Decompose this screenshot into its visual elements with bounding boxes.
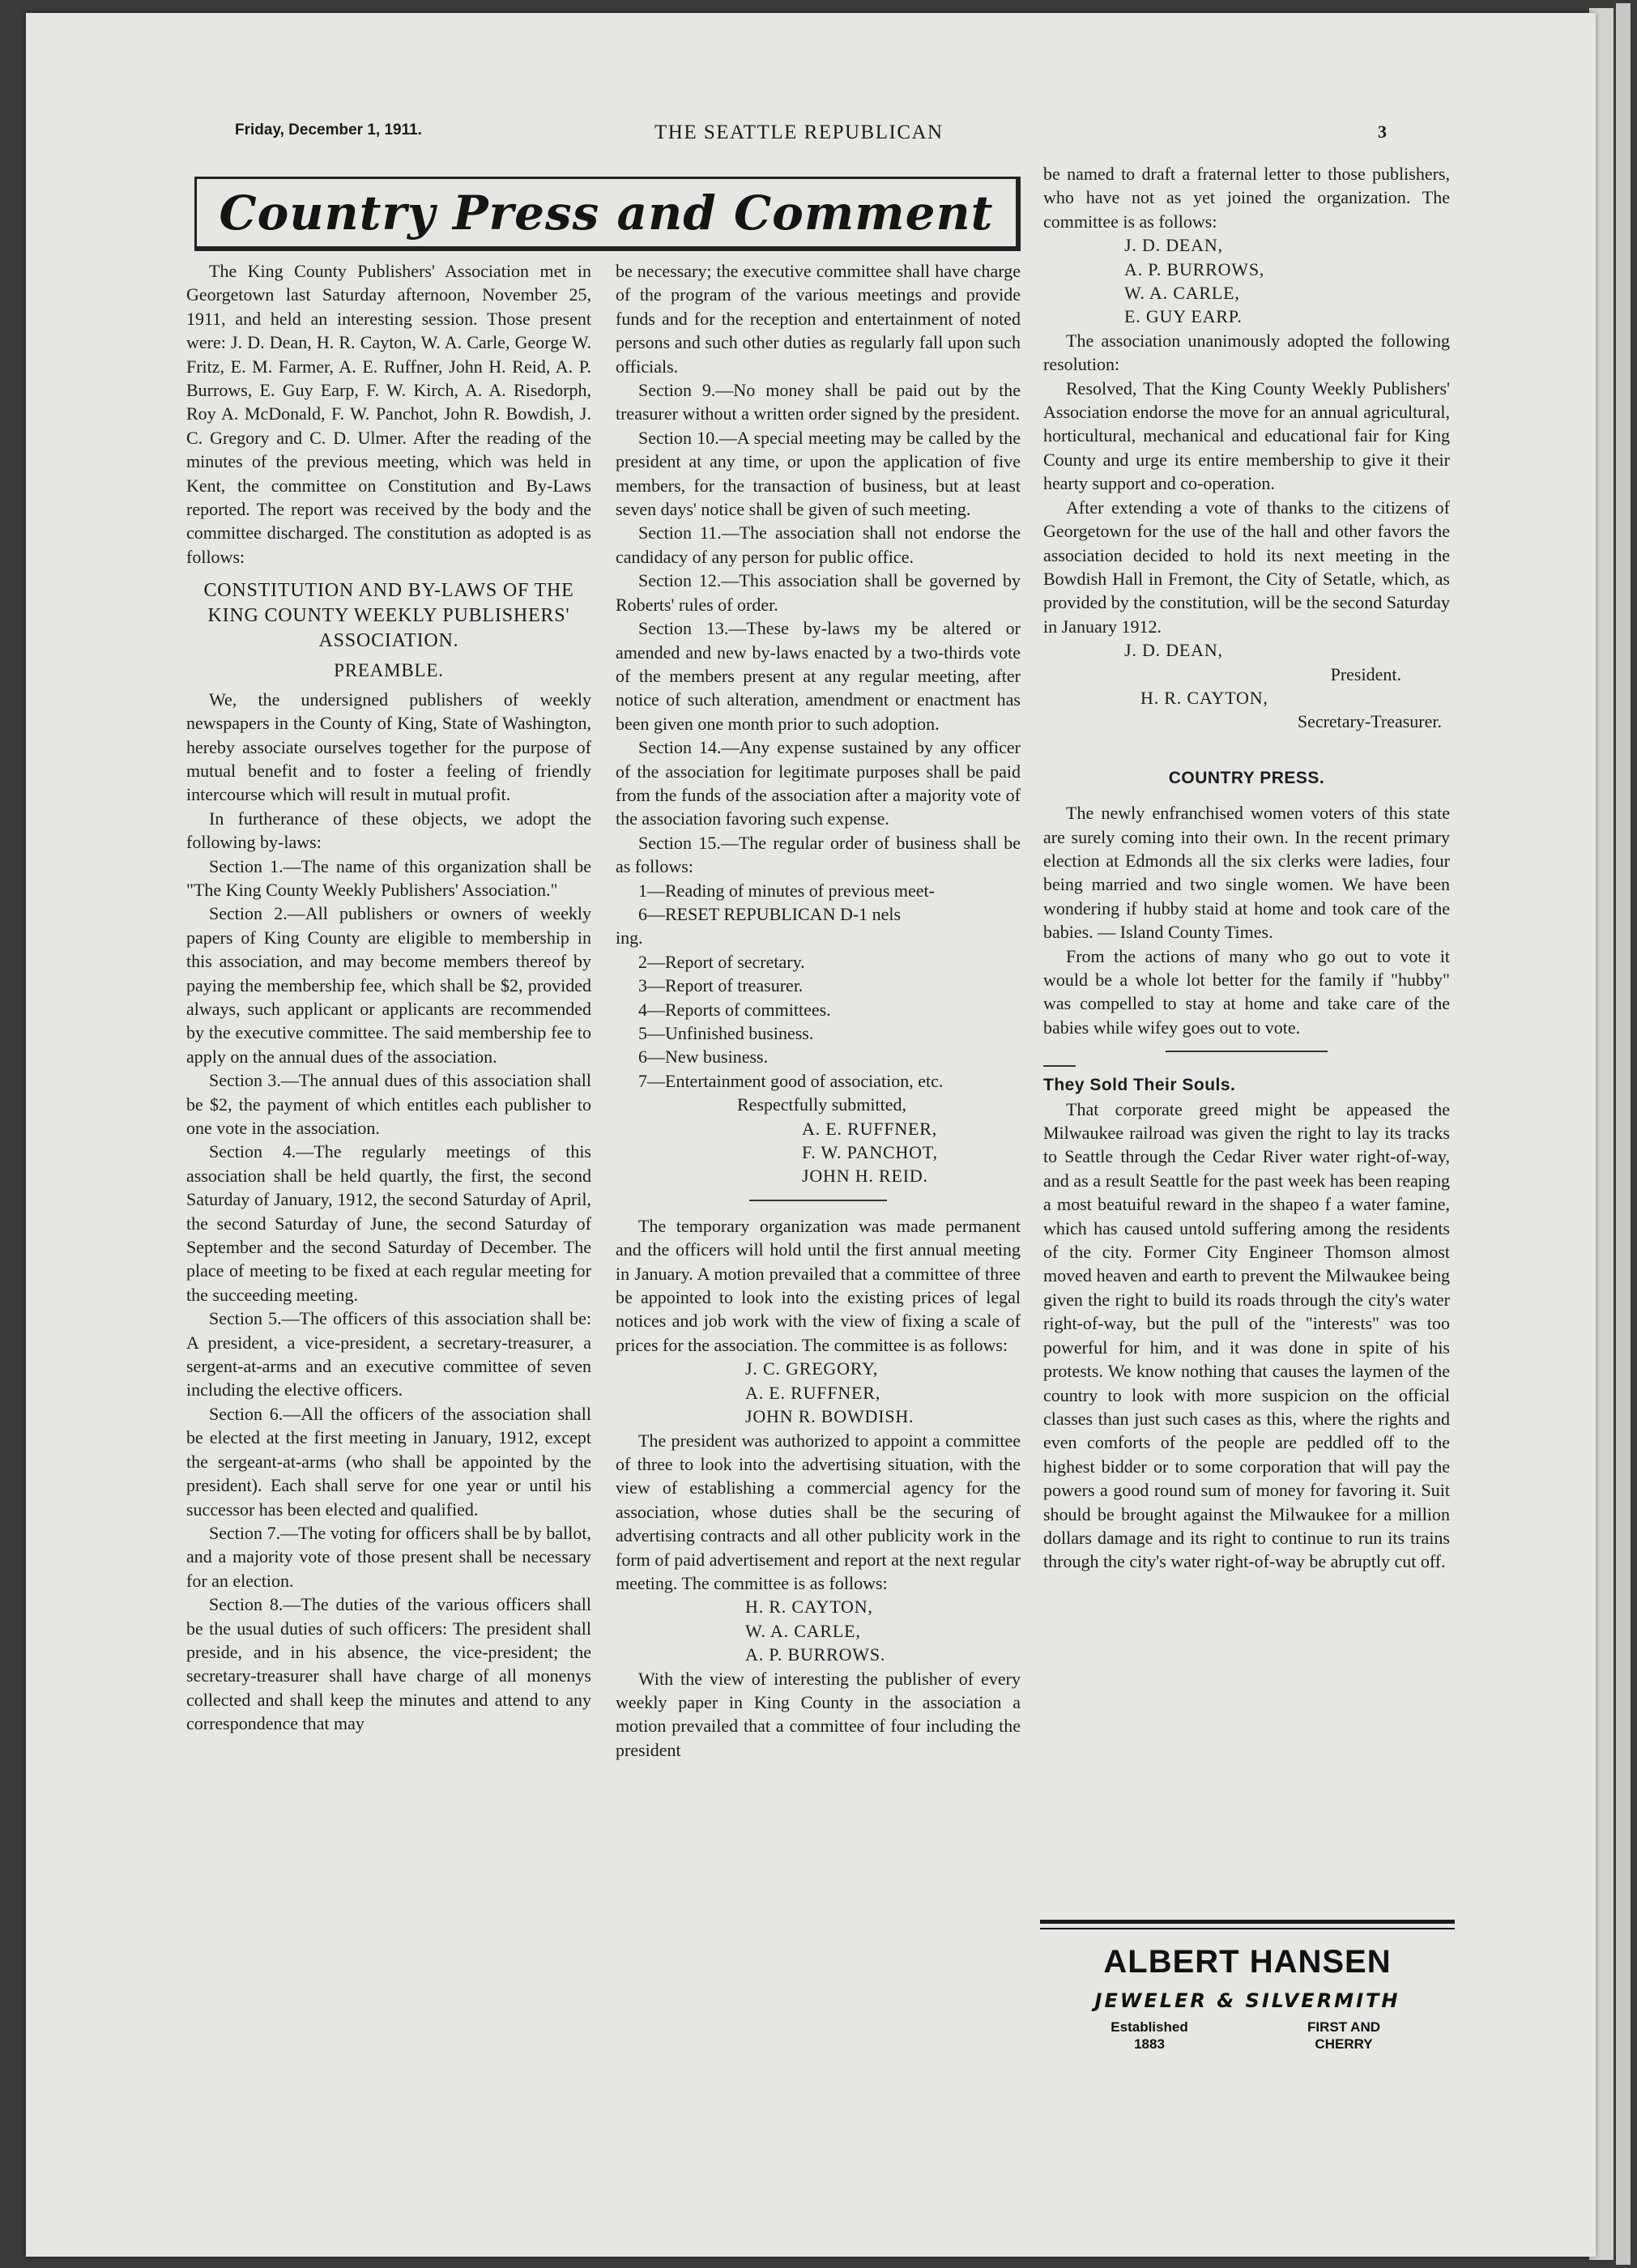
divider-rule	[1043, 1065, 1076, 1067]
spacer	[1043, 790, 1450, 801]
bylaw-section-4: Section 4.—The regularly meetings of this association shall be held quartly, the first, the second Saturday of January, 1912, the second Saturday of April, the second Saturday of June, the second Saturday of September and the second Saturday of December. The place of meeting to be fixed at each regular meeting for the succeeding meeting.	[186, 1141, 591, 1305]
bylaw-section-6: Section 6.—All the officers of the association shall be elected at the first meeting in January, 1912, except the sergeant-at-arms (who shall be appointed by the president). Each shall serve for one year or until his successor has been elected and qualified.	[186, 1403, 591, 1520]
interest-motion-text: With the view of interesting the publisher of every weekly paper in King County in the association a motion prevailed that a committee of four including the president	[616, 1668, 1021, 1760]
signature-name: J. D. DEAN,	[1124, 640, 1223, 661]
bylaw-section-3: Section 3.—The annual dues of this association shall be $2, the payment of which entitles each publisher to one vote in the association.	[186, 1070, 591, 1138]
list-item: 6—RESET REPUBLICAN D-1 nels	[638, 903, 902, 924]
bylaw-section-1: Section 1.—The name of this organization shall be "The King County Weekly Publishers' Association."	[186, 855, 591, 900]
address-line: FIRST AND	[1307, 2019, 1381, 2035]
country-press-paragraph: From the actions of many who go out to vote it would be a whole lot better for the family if "hubby" was compelled to stay at home and take care of the babies while wifey goes out to vote.	[1043, 945, 1450, 1038]
address-info	[1283, 2019, 1405, 2053]
bylaw-section-14: Section 14.—Any expense sustained by any officer of the association for legitimate purposes shall be paid from the funds of the association after a majority vote of the association favoring such expense.	[616, 737, 1021, 829]
signature-title: President.	[1330, 663, 1401, 684]
advertiser-trade: JEWELER & SILVERMITH	[1094, 1989, 1400, 2012]
newspaper-name: THE SEATTLE REPUBLICAN	[654, 122, 944, 143]
page-number: 3	[1378, 122, 1387, 142]
bylaw-section-8: Section 8.—The duties of the various officers shall be the usual duties of such officers: The president shall preside, and in his absence, the vice-president; the secretary-treasurer shall have charge of all monenys collected and shall keep the minutes and attend to any correspondence that may	[186, 1594, 591, 1734]
jeweler-advertisement	[1040, 1920, 1455, 2082]
country-press-paragraph: The newly enfranchised women voters of this state are surely coming into their own. In the recent primary election at Edmonds all the six clerks were ladies, four being married and two single women. We have been wondering if hubby staid at home and took care of the babies. — Island County Times.	[1043, 803, 1450, 943]
vote-of-thanks-text: After extending a vote of thanks to the citizens of Georgetown for the use of the hall and other favors the association decided to hold its next meeting in the Bowdish Hall in Fremont, the City of Setatle, which, as provided by the constitution, will be the second Saturday in January 1912.	[1043, 497, 1450, 637]
order-of-business-list	[616, 879, 1021, 1094]
bylaw-section-5: Section 5.—The officers of this association shall be: A president, a vice-president, a secretary-treasurer, a sergent-at-arms and an executive committee of seven including the elective officers.	[186, 1308, 591, 1400]
list-item: 5—Unfinished business.	[638, 1023, 814, 1043]
bylaw-section-10: Section 10.—A special meeting may be called by the president at any time, or upon the application of five members, for the transaction of business, but at least seven days' notice shall be given of such meeting.	[616, 427, 1021, 520]
committee-member: A. E. RUFFNER,	[745, 1382, 881, 1403]
country-press-heading: COUNTRY PRESS.	[1168, 768, 1325, 787]
divider-rule	[1166, 1051, 1328, 1052]
signer-name: A. E. RUFFNER,	[802, 1118, 938, 1139]
list-item: 6—New business.	[638, 1047, 769, 1068]
masthead-title: Country Press and Comment	[219, 185, 994, 241]
bylaw-section-13: Section 13.—These by-laws my be altered or amended and new by-laws enacted by a two-thirds vote of the members present at any regular meeting, after notice of such alteration, amendment or enactment has been given one month prior to such adoption.	[616, 618, 1021, 734]
column-1	[186, 259, 591, 1736]
established-label: Established	[1111, 2019, 1188, 2035]
issue-date: Friday, December 1, 1911.	[235, 122, 422, 139]
signature-title: Secretary-Treasurer.	[1297, 711, 1442, 732]
paper-stack-edge	[1616, 3, 1631, 2265]
constitution-heading: CONSTITUTION AND BY-LAWS OF THE KING COUNTY WEEKLY PUBLISHERS' ASSOCIATION.	[203, 580, 574, 652]
preamble-heading: PREAMBLE.	[334, 660, 444, 681]
committee-member: A. P. BURROWS.	[745, 1644, 886, 1665]
list-item: ing.	[616, 927, 643, 949]
spacer	[1043, 734, 1450, 766]
address-line: CHERRY	[1315, 2036, 1373, 2052]
list-item: 4—Reports of committees.	[638, 999, 831, 1020]
committee-member: J. C. GREGORY,	[745, 1358, 879, 1379]
ad-border-rule	[1040, 1928, 1455, 1929]
divider-rule	[749, 1200, 887, 1201]
signature-name: H. R. CAYTON,	[1140, 687, 1268, 708]
committee-member: E. GUY EARP.	[1124, 306, 1243, 327]
letter-committee-text: be named to draft a fraternal letter to those publishers, who have not as yet joined the organization. The committee is as follows:	[1043, 164, 1450, 232]
bylaw-section-2: Section 2.—All publishers or owners of weekly papers of King County are eligible to membership in this association, and may become members thereof by paying the membership fee, which shall be $2, provided always, such applicant or applicants are recommended by the executive committee. The said membership fee to apply on the annual dues of the association.	[186, 903, 591, 1067]
temporary-organization-text: The temporary organization was made permanent and the officers will hold until the first annual meeting in January. A motion prevailed that a committee of three be appointed to look into the existing prices of legal notices and job work with the view of fixing a scale of prices for the association. The committee is as follows:	[616, 1215, 1021, 1355]
established-info	[1089, 2019, 1210, 2053]
respectfully-submitted: Respectfully submitted,	[737, 1094, 906, 1115]
committee-member: W. A. CARLE,	[745, 1620, 861, 1641]
advertiser-name: ALBERT HANSEN	[1103, 1944, 1392, 1980]
list-item: 3—Report of treasurer.	[638, 975, 804, 996]
bylaw-section-12: Section 12.—This association shall be governed by Roberts' rules of order.	[616, 570, 1021, 615]
bylaw-section-7: Section 7.—The voting for officers shall be by ballot, and a majority vote of those present shall be necessary for an election.	[186, 1522, 591, 1591]
ad-border-rule	[1040, 1920, 1455, 1924]
preamble-text: We, the undersigned publishers of weekly newspapers in the County of King, State of Washington, hereby associate ourselves together for the purpose of mutual benefit and to foster a feeling of friendly intercourse which will result in mutual profit.	[186, 688, 591, 805]
furtherance-text: In furtherance of these objects, we adopt the following by-laws:	[186, 808, 591, 853]
committee-member: JOHN R. BOWDISH.	[745, 1406, 914, 1427]
president-authorized-text: The president was authorized to appoint a committee of three to look into the advertising situation, with the view of establishing a commercial agency for the association, whose duties shall be the securing of advertising contracts and all other publicity work in the form of paid advertisement and report at the next regular meeting. The committee is as follows:	[616, 1430, 1021, 1593]
column-2	[616, 259, 1021, 1762]
committee-member: H. R. CAYTON,	[745, 1597, 873, 1618]
signer-name: F. W. PANCHOT,	[802, 1142, 938, 1163]
bylaw-section-15: Section 15.—The regular order of business shall be as follows:	[616, 832, 1021, 877]
committee-member: J. D. DEAN,	[1124, 235, 1223, 256]
souls-article-text: That corporate greed might be appeased the Milwaukee railroad was given the right to lay its tracks to Seattle through the Cedar River water right-of-way, and as a result Seattle for the past week has been reaping a most beatuiful reward in the shapeo f a water famine, which has caused untold suffering among the residents of the city. Former City Engineer Thomson almost moved heaven and earth to prevent the Milwaukee being given the right to build its roads through the city's water right-of-way, but the pull of the "interests" was too powerful for him, and it was done in spite of his protests. We know nothing that causes the laymen of the country to look with more suspicion on the official classes than just such cases as this, where the rights and even comforts of the people are peddled off to the highest bidder or to some corporation that will pay the powers a good round sum of money for favoring it. Suit should be brought against the Milwaukee for a million dollars damage and its right to continue to run its trains through the city's water right-of-way be abruptly cut off.	[1043, 1098, 1450, 1572]
list-item: 7—Entertainment good of association, etc.	[638, 1070, 944, 1091]
section-masthead	[194, 177, 1021, 251]
bylaw-section-8-continued: be necessary; the executive committee shall have charge of the program of the various meetings and provide funds and for the reception and entertainment of noted persons and such other duties as regularly fall upon such officials.	[616, 261, 1021, 377]
bylaw-section-11: Section 11.—The association shall not endorse the candidacy of any person for public office.	[616, 522, 1021, 567]
signer-name: JOHN H. REID.	[802, 1166, 928, 1187]
committee-member: W. A. CARLE,	[1124, 283, 1240, 304]
established-year: 1883	[1134, 2036, 1165, 2052]
resolution-intro: The association unanimously adopted the following resolution:	[1043, 330, 1450, 375]
resolution-text: Resolved, That the King County Weekly Publishers' Association endorse the move for an annual agricultural, horticultural, mechanical and educational fair for King County and urge its entire membership to give it their hearty support and co-operation.	[1043, 377, 1450, 494]
committee-member: A. P. BURROWS,	[1124, 258, 1265, 279]
article-intro: The King County Publishers' Association met in Georgetown last Saturday afternoon, November 25, 1911, and held an interesting session. Those present were: J. D. Dean, H. R. Cayton, W. A. Carle, George W. Fritz, E. M. Farmer, A. E. Ruffner, John H. Reid, A. P. Burrows, E. Guy Earp, F. W. Kirch, A. A. Risedorph, Roy A. McDonald, F. W. Panchot, John R. Bowdish, J. C. Gregory and C. D. Ulmer. After the reading of the minutes of the previous meeting, which was held in Kent, the committee on Constitution and By-Laws reported. The report was received by the body and the committee discharged. The constitution as adopted is as follows:	[186, 261, 591, 567]
column-3	[1043, 162, 1450, 1574]
list-item: 1—Reading of minutes of previous meet-	[638, 880, 935, 901]
list-item: 2—Report of secretary.	[638, 951, 805, 972]
bylaw-section-9: Section 9.—No money shall be paid out by the treasurer without a written order signed by the president.	[616, 380, 1021, 424]
souls-heading: They Sold Their Souls.	[1043, 1076, 1236, 1095]
